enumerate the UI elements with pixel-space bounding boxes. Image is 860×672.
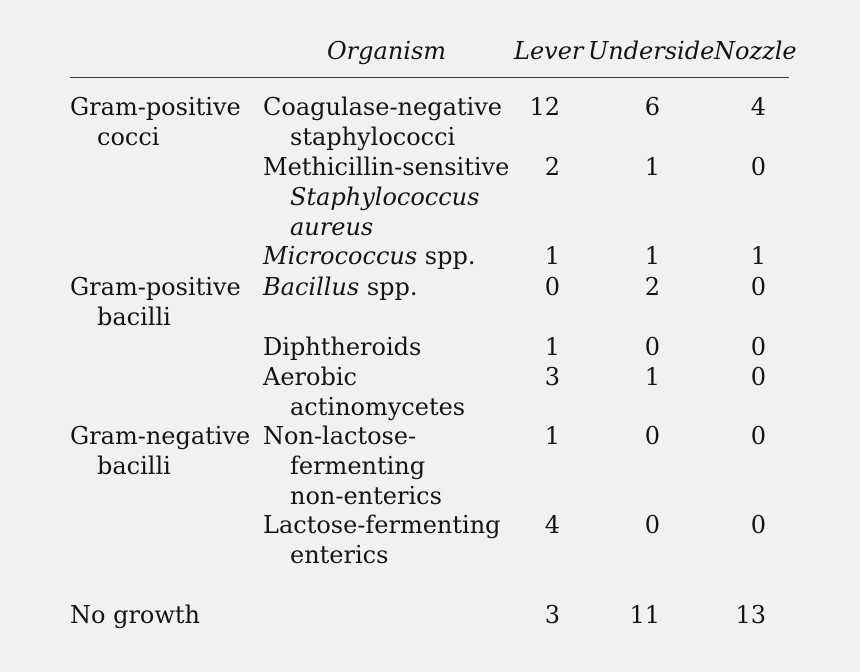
organism-name	[263, 421, 442, 511]
header-organism: Organism	[327, 37, 447, 65]
organism-name	[263, 332, 421, 362]
organism-name-line: Coagulase-negative	[263, 93, 502, 121]
organism-name-line: enterics	[290, 541, 389, 569]
lever-count: 1	[544, 242, 560, 270]
underside-count: 2	[644, 273, 660, 301]
underside-count: 6	[644, 93, 660, 121]
nozzle-count: 0	[750, 333, 766, 361]
organism-name-line: staphylococci	[290, 123, 456, 151]
group-label: No growth	[70, 601, 201, 629]
nozzle-count: 0	[750, 422, 766, 450]
organism-name-line: Diphtheroids	[263, 333, 422, 361]
organism-name	[263, 362, 465, 422]
underside-count: 0	[644, 333, 660, 361]
organism-name	[263, 510, 501, 570]
underside-count: 1	[644, 363, 660, 391]
nozzle-count: 0	[750, 363, 766, 391]
nozzle-count: 4	[750, 93, 766, 121]
no-growth-nozzle-count: 13	[735, 601, 766, 629]
nozzle-count: 0	[750, 153, 766, 181]
organism-name-line: aureus	[290, 213, 374, 241]
organism-name-line: fermenting	[290, 452, 426, 480]
nozzle-count: 1	[750, 242, 766, 270]
organism-name	[263, 92, 502, 152]
header-rule	[70, 77, 789, 78]
species-suffix: spp.	[417, 242, 476, 270]
no-growth-underside-count: 11	[629, 601, 660, 629]
group-label	[70, 272, 241, 332]
lever-count: 4	[544, 511, 560, 539]
group-label-line: Gram-positive	[70, 273, 241, 301]
underside-count: 1	[644, 153, 660, 181]
underside-count: 1	[644, 242, 660, 270]
lever-count: 2	[544, 153, 560, 181]
group-label-line: bacilli	[97, 452, 171, 480]
organism-name-line: Methicillin-sensitive	[263, 153, 510, 181]
lever-count: 0	[544, 273, 560, 301]
organism-name-line: Aerobic	[263, 363, 357, 391]
organism-name	[263, 152, 509, 242]
underside-count: 0	[644, 511, 660, 539]
group-label	[70, 92, 241, 152]
lever-count: 12	[529, 93, 560, 121]
group-label-line: Gram-negative	[70, 422, 251, 450]
genus-name: Micrococcus	[263, 242, 418, 270]
header-nozzle: Nozzle	[714, 37, 797, 65]
no-growth-lever-count: 3	[544, 601, 560, 629]
organism-name-line: Lactose-fermenting	[263, 511, 501, 539]
lever-count: 1	[544, 333, 560, 361]
nozzle-count: 0	[750, 273, 766, 301]
header-underside: Underside	[588, 37, 715, 65]
organism-name-line: Non-lactose-	[263, 422, 417, 450]
organism-name-line: actinomycetes	[290, 393, 466, 421]
organism-name	[263, 241, 475, 271]
lever-count: 1	[544, 422, 560, 450]
species-suffix: spp.	[359, 273, 418, 301]
underside-count: 0	[644, 422, 660, 450]
genus-name: Bacillus	[263, 273, 360, 301]
group-label	[70, 421, 250, 481]
organism-name	[263, 272, 418, 302]
lever-count: 3	[544, 363, 560, 391]
group-label-line: bacilli	[97, 303, 171, 331]
group-label-line: cocci	[97, 123, 160, 151]
organism-name-line: non-enterics	[290, 482, 442, 510]
organism-name-line: Staphylococcus	[290, 183, 480, 211]
header-lever: Lever	[514, 37, 584, 65]
group-label-line: Gram-positive	[70, 93, 241, 121]
nozzle-count: 0	[750, 511, 766, 539]
